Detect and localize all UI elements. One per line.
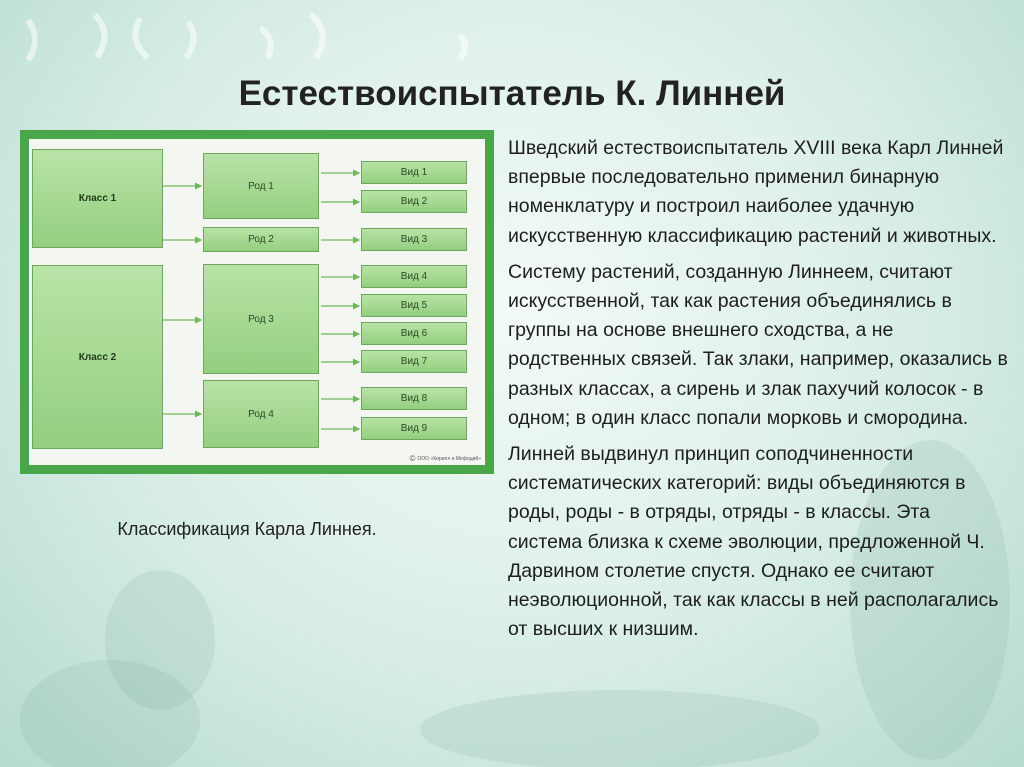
- species-box-7: Вид 7: [361, 350, 467, 373]
- genus-box-1: Род 1: [203, 153, 319, 219]
- species-box-1: Вид 1: [361, 161, 467, 184]
- diagram-canvas: [29, 139, 485, 465]
- species-box-9: Вид 9: [361, 417, 467, 440]
- genus-box-3: Род 3: [203, 264, 319, 374]
- slide-title: Естествоиспытатель К. Линней: [238, 74, 786, 113]
- class-box-1: Класс 1: [32, 149, 163, 248]
- genus-box-4: Род 4: [203, 380, 319, 448]
- copyright-icon: ©: [409, 454, 416, 463]
- species-box-6: Вид 6: [361, 322, 467, 345]
- diagram-caption: Классификация Карла Линнея.: [117, 519, 377, 539]
- species-box-3: Вид 3: [361, 228, 467, 251]
- copyright-text: ООО «Кирилл и Мефодий»: [417, 455, 481, 462]
- class-box-2: Класс 2: [32, 265, 163, 449]
- species-box-2: Вид 2: [361, 190, 467, 213]
- paragraph-2: Систему растений, созданную Линнеем, считают искусственной, так как растения объединялись в группы на основе внешнего сходства, а не родственных связей. Так злаки, например, оказались в разных классах, а сирень и злак пахучий колосок - в одном; в один класс попали морковь и смородина.: [508, 260, 1008, 429]
- body-text: [508, 134, 1008, 651]
- paragraph-3: Линней выдвинул принцип соподчиненности систематических категорий: виды объединяются в роды, роды - в отряды, отряды - в классы. Эта система близка к схеме эволюции, предложенной Ч. Дарвином столетие спустя. Однако ее считают неэволюционной, так как классы в ней располагались от высших к низшим.: [508, 443, 999, 641]
- species-box-5: Вид 5: [361, 294, 467, 317]
- paragraph-1: Шведский естествоиспытатель XVIII века Карл Линней впервые последовательно применил бинарную номенклатуру и построил наиболее удачную искусственную классификацию растений и животных.: [508, 137, 1004, 247]
- genus-box-2: Род 2: [203, 227, 319, 252]
- copyright-notice: [410, 454, 482, 463]
- classification-diagram: [20, 130, 494, 474]
- species-box-4: Вид 4: [361, 265, 467, 288]
- species-box-8: Вид 8: [361, 387, 467, 410]
